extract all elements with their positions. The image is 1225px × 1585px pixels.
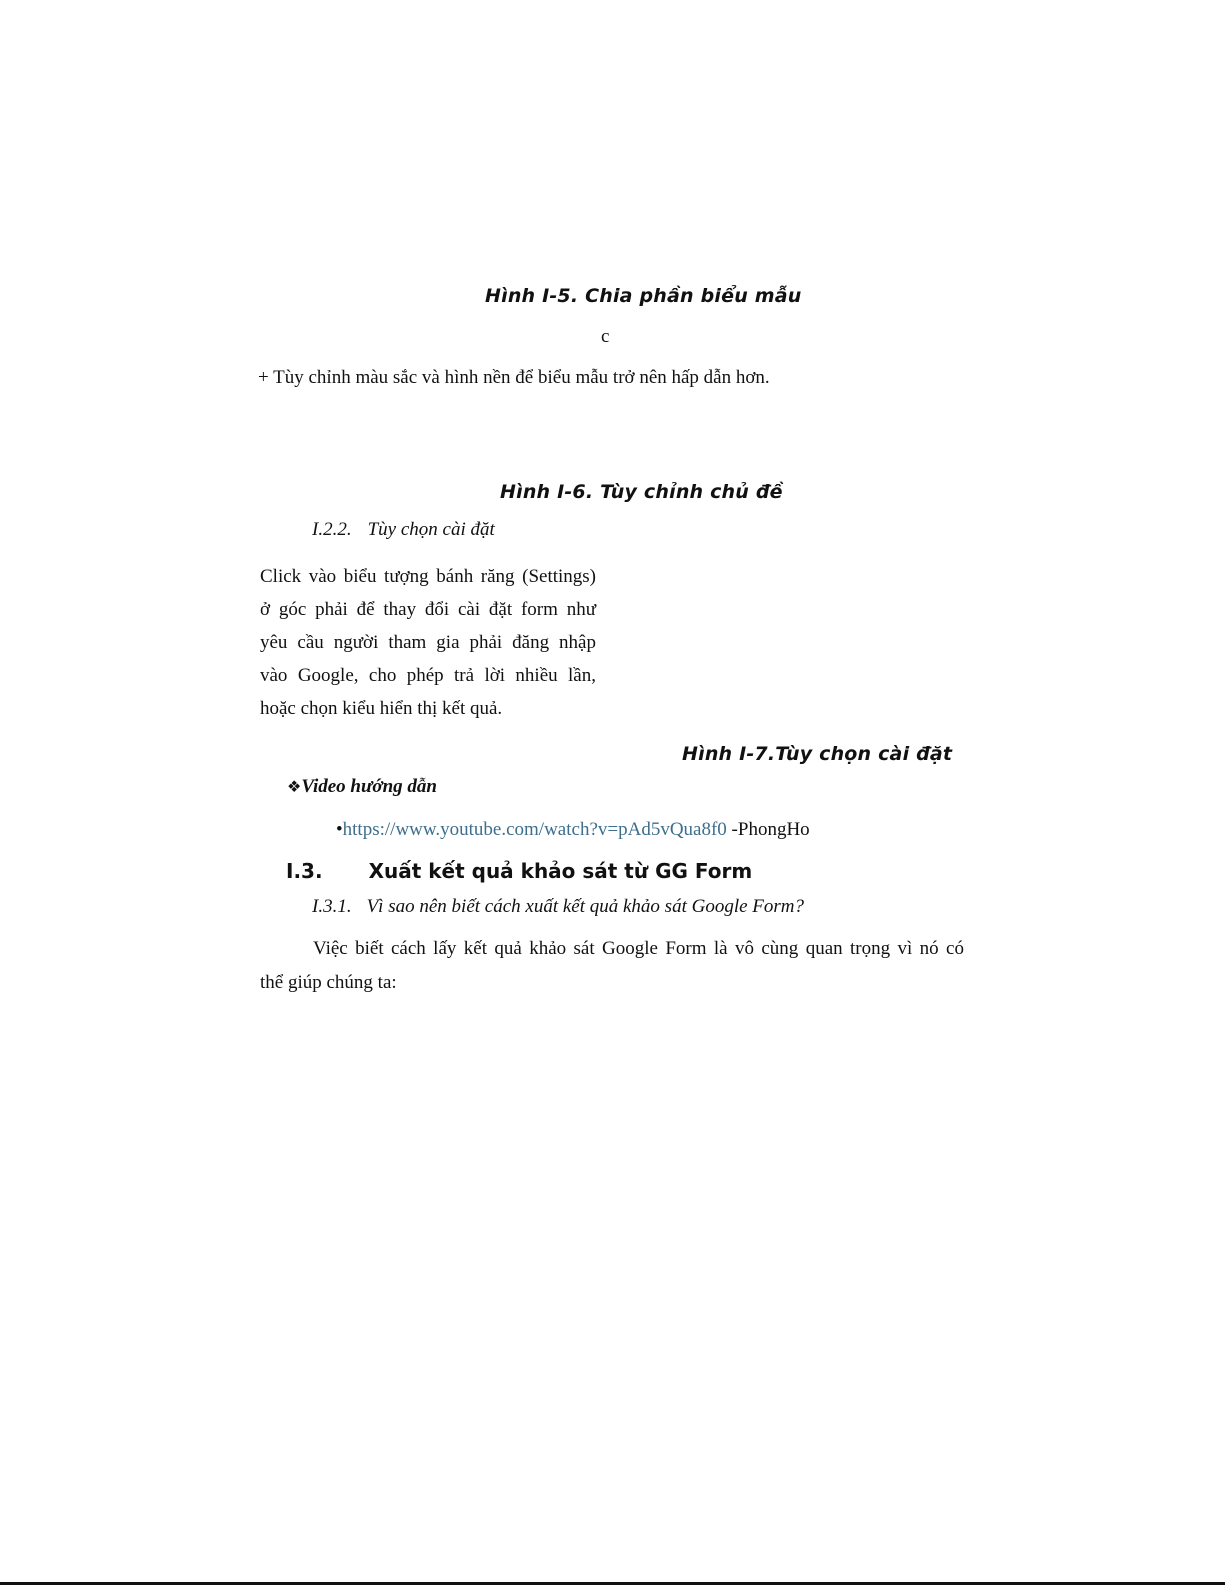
section-title: Vì sao nên biết cách xuất kết quả khảo sát Google Form? xyxy=(366,896,805,917)
youtube-link[interactable]: https://www.youtube.com/watch?v=pAd5vQua8f0 xyxy=(342,819,727,840)
figure-6-caption: Hình I-6. Tùy chỉnh chủ đề xyxy=(500,481,783,503)
figure-7-caption: Hình I-7.Tùy chọn cài đặt xyxy=(682,743,953,765)
paragraph-line: ở góc phải để thay đổi cài đặt form như xyxy=(260,599,596,620)
section-1-2-2-heading xyxy=(312,519,495,541)
section-1-3-heading xyxy=(286,859,752,883)
body-paragraph xyxy=(260,932,964,1000)
video-guide-heading xyxy=(287,776,437,798)
settings-paragraph xyxy=(260,560,596,725)
section-number: I.3. xyxy=(286,859,323,883)
section-title: Xuất kết quả khảo sát từ GG Form xyxy=(368,859,753,883)
video-link-item xyxy=(336,819,810,841)
paragraph-line: vào Google, cho phép trả lời nhiều lần, xyxy=(260,665,596,686)
customize-theme-line: + Tùy chỉnh màu sắc và hình nền để biểu mẫu trở nên hấp dẫn hơn. xyxy=(258,367,770,388)
diamond-bullet-icon: ❖ xyxy=(287,777,302,796)
section-number: I.2.2. xyxy=(312,519,352,540)
figure-5-caption: Hình I-5. Chia phần biểu mẫu xyxy=(485,285,802,307)
paragraph-line: thể giúp chúng ta: xyxy=(260,972,397,993)
link-author: -PhongHo xyxy=(726,819,810,840)
paragraph-line: Click vào biểu tượng bánh răng (Settings) xyxy=(260,566,596,587)
video-guide-label: Video hướng dẫn xyxy=(301,776,437,797)
paragraph-line: Việc biết cách lấy kết quả khảo sát Google Form là vô cùng quan trọng vì nó có xyxy=(313,938,964,959)
stray-character: c xyxy=(601,326,610,347)
section-number: I.3.1. xyxy=(312,896,352,917)
paragraph-line: yêu cầu người tham gia phải đăng nhập xyxy=(260,632,596,653)
paragraph-line: hoặc chọn kiểu hiển thị kết quả. xyxy=(260,698,503,719)
bullet-icon: • xyxy=(336,819,343,840)
section-title: Tùy chọn cài đặt xyxy=(367,519,495,540)
section-1-3-1-heading xyxy=(312,896,804,918)
